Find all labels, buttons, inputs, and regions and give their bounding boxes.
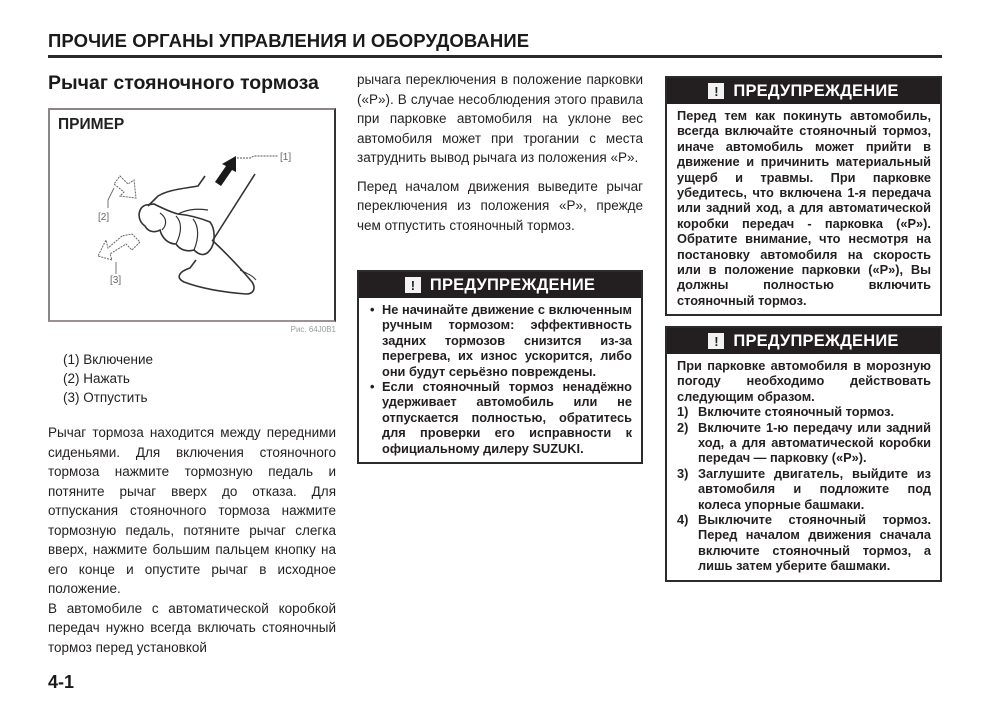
legend-item-3: (3) Отпустить (63, 390, 148, 405)
middle-column (357, 70, 643, 456)
warning-title: ПРЕДУПРЕЖДЕНИЕ (733, 81, 899, 100)
body-paragraph: рычага переключения в положение парковки («P»). В случае несоблюдения этого правила при парковке автомобиля на уклоне вес автомобиля может при трогании с места затруднить вывод рычага из положения «P». (357, 72, 643, 165)
warning-step: 4) Выключите стояночный тормоз. Перед началом движения сначала включите стояночный тормоз, а лишь затем уберите башмаки. (677, 512, 931, 574)
body-paragraph: Рычаг тормоза находится между передними сиденьями. Для включения стояночного тормоза нажмите тормозную педаль и потяните рычаг вверх до отказа. Для отпускания стояночного тормоза нажмите тормозную педаль, потяните рычаг слегка вверх, нажмите большим пальцем кнопку на его конце и опустите рычаг в исходное положение. (48, 425, 336, 596)
figure-label: ПРИМЕР (58, 116, 125, 133)
warning-header (667, 328, 940, 354)
left-body-text (48, 423, 336, 657)
page-number: 4-1 (48, 672, 75, 692)
figure-caption: Рис. 64J0B1 (290, 325, 336, 334)
callout-1: [1] (280, 152, 292, 163)
legend-item-2: (2) Нажать (63, 371, 130, 386)
warning-step: 2) Включите 1-ю передачу или задний ход, а для автоматической коробки передач — парковку («P»). (677, 420, 931, 466)
warning-bullet: • Не начинайте движение с включенным ручным тормозом: эффективность задних тормозов снизится из-за перегрева, их износ ускорится, либо они будут серьёзно повреждены. (369, 302, 632, 379)
warning-bullet: • Если стояночный тормоз ненадёжно удерживает автомобиль или не отпускается полностью, обратитесь для проверки его исправности к официальному дилеру SUZUKI. (369, 379, 632, 456)
exclamation-icon: ! (708, 333, 724, 349)
page-title: ПРОЧИЕ ОРГАНЫ УПРАВЛЕНИЯ И ОБОРУДОВАНИЕ (48, 30, 530, 51)
callout-2: [2] (98, 212, 110, 223)
callout-3: [3] (110, 275, 122, 286)
middle-body-text (357, 70, 643, 235)
exclamation-icon: ! (405, 277, 421, 293)
warning-title: ПРЕДУПРЕЖДЕНИЕ (733, 331, 899, 350)
exclamation-icon: ! (708, 83, 724, 99)
body-paragraph: В автомобиле с автоматической коробкой передач нужно всегда включать стояночный тормоз перед установкой (48, 600, 336, 655)
warning-header (667, 78, 940, 104)
warning-box-leaving-vehicle (665, 76, 942, 316)
warning-body (359, 298, 641, 462)
left-column (48, 70, 336, 655)
warning-box-frost-parking (665, 326, 942, 582)
warning-body (667, 354, 940, 580)
parking-brake-figure (48, 108, 336, 322)
warning-header (359, 272, 641, 298)
warning-step: 1) Включите стояночный тормоз. (677, 404, 931, 419)
warning-body (667, 104, 940, 314)
warning-text: Перед тем как покинуть автомобиль, всегда включайте стояночный тормоз, иначе автомобиль может прийти в движение и причинить материальный ущерб и травмы. При парковке убедитесь, что включена 1-я передача или задний ход, а для автоматической коробки передач - парковка («P»). Обратите внимание, что несмотря на постановку автомобиля на скорость или в положение парковки («P»), Вы должны полностью включить стояночный тормоз. (677, 108, 931, 308)
hand-lever-illustration (50, 110, 334, 320)
warning-box-brake-driving (357, 270, 643, 464)
warning-title: ПРЕДУПРЕЖДЕНИЕ (429, 275, 596, 294)
page-header (48, 30, 942, 52)
legend-item-1: (1) Включение (63, 352, 154, 367)
section-title: Рычаг стояночного тормоза (48, 72, 319, 94)
header-divider (48, 55, 942, 58)
figure-legend (63, 350, 153, 407)
warning-intro: При парковке автомобиля в морозную погоду необходимо действовать следующим образом. (677, 358, 931, 404)
body-paragraph: Перед началом движения выведите рычаг переключения из положения «P», прежде чем отпустить стояночный тормоз. (357, 178, 643, 233)
warning-step: 3) Заглушите двигатель, выйдите из автомобиля и подложите под колеса упорные башмаки. (677, 466, 931, 512)
